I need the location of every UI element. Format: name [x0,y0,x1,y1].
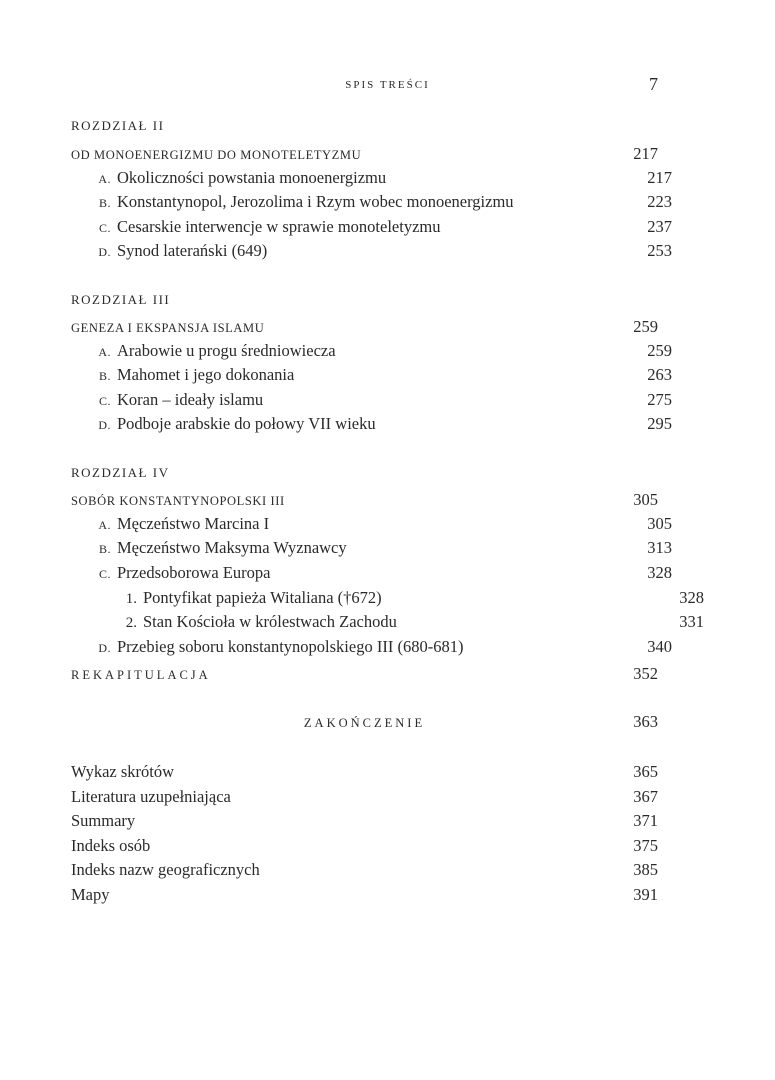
page-ref: 363 [633,712,658,731]
page-ref: 305 [633,490,658,509]
chapter-label [71,118,658,142]
page-ref: 367 [633,787,658,806]
chapter-label-text: ROZDZIAŁ III [71,292,171,307]
entry-letter: A. [98,518,111,532]
appendix-text: Indeks osób [71,836,151,855]
entry-letter: D. [98,245,111,259]
toc-entry[interactable] [71,414,672,438]
page-ref: 391 [633,885,658,904]
toc-entry[interactable] [71,514,672,538]
page-ref: 385 [633,860,658,879]
page-ref: 217 [647,168,672,187]
appendix-text: Mapy [71,885,110,904]
toc-entry[interactable] [71,192,672,216]
chapter-label [71,292,658,316]
toc-entry[interactable] [71,341,672,365]
toc-subentry[interactable] [71,612,704,636]
page-ref: 328 [679,588,704,607]
appendix-entry[interactable] [71,787,658,811]
recap-title: REKAPITULACJA [71,668,211,682]
toc-entry[interactable] [71,390,672,414]
appendix-text: Indeks nazw geograficznych [71,860,260,879]
entry-text: Męczeństwo Maksyma Wyznawcy [117,538,347,557]
entry-text: Synod laterański (649) [117,241,268,260]
entry-text: Cesarskie interwencje w sprawie monoteletyzmu [117,217,441,236]
page-number: 7 [649,74,658,94]
section-title-row[interactable] [71,144,658,168]
entry-letter: A. [98,345,111,359]
appendix-entry[interactable] [71,836,658,860]
page-ref: 305 [647,514,672,533]
entry-text: Przedsoborowa Europa [117,563,271,582]
appendix-entry[interactable] [71,860,658,884]
toc-subentry[interactable] [71,588,704,612]
page-ref: 365 [633,762,658,781]
toc-entry[interactable] [71,217,672,241]
entry-text: Męczeństwo Marcina I [117,514,270,533]
appendix-entry[interactable] [71,885,658,909]
entry-text: Arabowie u progu średniowiecza [117,341,336,360]
page-ref: 259 [647,341,672,360]
toc-entry[interactable] [71,563,672,587]
entry-letter: A. [98,172,111,186]
page-ref: 217 [633,144,658,163]
header-title: SPIS TREŚCI [345,79,430,91]
toc-entry[interactable] [71,365,672,389]
entry-letter: D. [98,418,111,432]
conclusion-row[interactable] [71,712,658,736]
entry-letter: B. [98,196,111,210]
page-ref: 313 [647,538,672,557]
appendix-text: Literatura uzupełniająca [71,787,231,806]
subentry-number: 2. [125,615,137,631]
entry-text: Podboje arabskie do połowy VII wieku [117,414,376,433]
page-ref: 371 [633,811,658,830]
entry-letter: C. [98,567,111,581]
page-ref: 352 [633,664,658,683]
entry-letter: C. [98,394,111,408]
page-ref: 340 [647,637,672,656]
subentry-text: Pontyfikat papieża Witaliana (†672) [143,588,382,607]
entry-text: Mahomet i jego dokonania [117,365,295,384]
page-ref: 237 [647,217,672,236]
entry-letter: B. [98,369,111,383]
page-ref: 253 [647,241,672,260]
toc-entry[interactable] [71,538,672,562]
section-title-row[interactable] [71,317,658,341]
conclusion-title: ZAKOŃCZENIE [303,716,426,730]
section-title: OD MONOENERGIZMU DO MONOTELETYZMU [71,148,362,162]
entry-text: Przebieg soboru konstantynopolskiego III (680-681) [117,637,464,656]
entry-text: Koran – ideały islamu [117,390,264,409]
entry-letter: B. [98,542,111,556]
page-ref: 223 [647,192,672,211]
chapter-label-text: ROZDZIAŁ IV [71,465,170,480]
chapter-label-text: ROZDZIAŁ II [71,118,165,133]
page-ref: 331 [679,612,704,631]
page-ref: 375 [633,836,658,855]
entry-text: Okoliczności powstania monoenergizmu [117,168,387,187]
subentry-number: 1. [125,591,137,607]
section-title: GENEZA I EKSPANSJA ISLAMU [71,321,265,335]
appendix-entry[interactable] [71,762,658,786]
entry-letter: D. [98,641,111,655]
page-ref: 295 [647,414,672,433]
toc-entry[interactable] [71,241,672,265]
appendix-text: Summary [71,811,136,830]
page-ref: 275 [647,390,672,409]
page-ref: 328 [647,563,672,582]
page-ref: 259 [633,317,658,336]
subentry-text: Stan Kościoła w królestwach Zachodu [143,612,397,631]
toc-entry[interactable] [71,168,672,192]
recap-row[interactable] [71,664,658,688]
toc-entry[interactable] [71,637,672,661]
entry-text: Konstantynopol, Jerozolima i Rzym wobec monoenergizmu [117,192,514,211]
appendix-text: Wykaz skrótów [71,762,175,781]
entry-letter: C. [98,221,111,235]
section-title: SOBÓR KONSTANTYNOPOLSKI III [71,494,285,508]
appendix-entry[interactable] [71,811,658,835]
page-ref: 263 [647,365,672,384]
chapter-label [71,465,658,489]
section-title-row[interactable] [71,490,658,514]
